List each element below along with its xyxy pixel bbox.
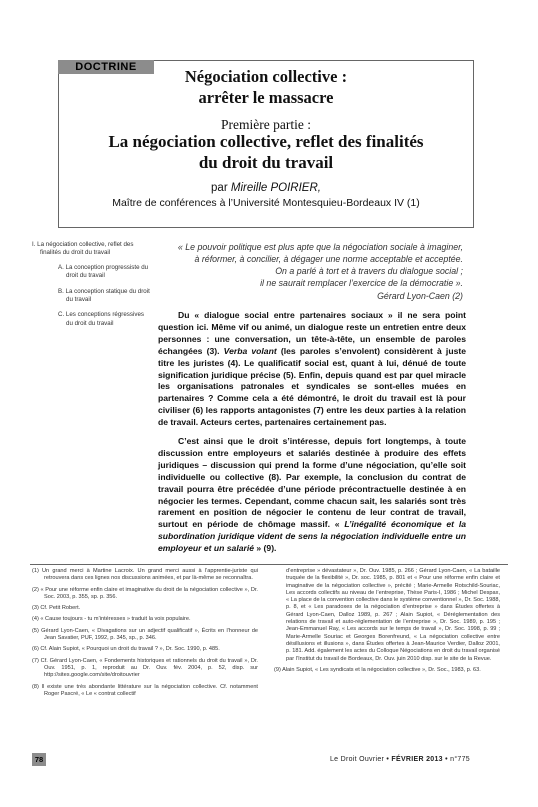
footnotes-right-column: [274, 568, 500, 678]
body-paragraph-2: [158, 436, 466, 555]
footnotes-left-column: [32, 568, 258, 702]
epigraph: [160, 241, 463, 302]
author-affiliation: Maître de conférences à l’Université Montesquieu-Bordeaux IV (1): [112, 197, 420, 209]
epigraph-line: il ne saurait remplacer l’exercice de la démocratie ».: [260, 278, 463, 288]
toc-item-b[interactable]: B. La conception statique du droit du travail: [58, 287, 150, 304]
section-tag: DOCTRINE: [58, 60, 154, 74]
footnote-divider: [30, 564, 508, 565]
footnote-7: (7) Cf. Gérard Lyon-Caen, « Fondements historiques et rationnels du droit du travail », Dr. Ouv. 1951, p. 1, reproduit au Dr. Ouv. fév. 2004, p. 52, disp. sur http://sites.google.com/site/droitouvrier: [32, 657, 258, 679]
epigraph-line: On a parlé à tort et à travers du dialogue social ;: [275, 266, 463, 276]
title-line-1: Négociation collective :: [184, 67, 348, 86]
article-title: [58, 66, 474, 108]
epigraph-line: à réformer, à concilier, à dégager une norme acceptable et acceptée.: [194, 254, 463, 264]
article-subtitle: [58, 131, 474, 173]
subtitle-line-2: du droit du travail: [198, 153, 334, 172]
footnote-9: (9) Alain Supiot, « Les syndicats et la négociation collective », Dr. Soc., 1983, p. 63.: [274, 666, 481, 673]
running-footer: [250, 754, 470, 765]
toc-subitems: [58, 264, 150, 328]
body-text: (les paroles s’envolent) considèrent à juste titre les juristes (4). Le qualificatif social est, quant à lui, dénué de toute signification juridique précise (5). Enfin, depuis quand est par quel miracle les organisations patronales et syndicales se sont-elles muées en partenaires ? Comme cela a été démontré, le droit du travail est là pour civiliser (6) les rapports antagonistes (7) entre les deux parties à la relation de travail. Acteurs certes, partenaires certainement pas.: [158, 345, 466, 428]
byline: [58, 181, 474, 195]
footnote-5: (5) Gérard Lyon-Caen, « Divagations sur un adjectif qualificatif », Écrits en l’honneur de Jean Savatier, PUF, 1992, p. 345, sp., p. 346.: [32, 627, 258, 642]
quotation: L’inégalité économique et la subordination juridique vident de sens la négociation individuelle entre un employeur et un salarié: [158, 519, 466, 554]
page-number: 78: [32, 753, 46, 766]
journal-name: Le Droit Ouvrier: [329, 756, 385, 763]
epigraph-source: Gérard Lyon-Caen (2): [377, 291, 463, 301]
latin-phrase: Verba volant: [223, 345, 277, 356]
author-name: Mireille POIRIER,: [230, 182, 321, 194]
footnote-6: (6) Cf. Alain Supiot, « Pourquoi un droit du travail ? », Dr. Soc. 1990, p. 485.: [32, 646, 220, 653]
footnote-3: (3) Cf. Petit Robert.: [32, 605, 81, 612]
issue-date: • FÉVRIER 2013 •: [386, 756, 448, 763]
body-paragraph-1: [158, 310, 466, 429]
issue-number: n°775: [450, 756, 470, 763]
footnote-8: (8) Il existe une très abondante littérature sur la négociation collective. Cf. notamment Roger Pascré, « Le « contrat collectif: [32, 683, 258, 697]
toc-item-a[interactable]: A. La conception progressiste du droit du travail: [58, 263, 149, 280]
subtitle-line-1: La négociation collective, reflet des finalités: [108, 132, 424, 151]
body-text: Du « dialogue social entre partenaires sociaux » il ne sera point question ici. Même vif ou animé, un dialogue reste un entretien entre deux personnes : une conversation, un tête-à-tête, un ensemble de paroles échangées (3).: [158, 310, 466, 356]
footnote-4: (4) « Cause toujours - tu m’intéresses » traduit la voix populaire.: [32, 616, 191, 623]
toc-item-c[interactable]: C. Les conceptions régressives du droit du travail: [58, 311, 144, 327]
title-line-2: arrêter le massacre: [198, 88, 334, 107]
part-label: Première partie :: [221, 117, 311, 132]
toc-heading[interactable]: I. La négociation collective, reflet des finalités du droit du travail: [32, 241, 134, 257]
epigraph-line: « Le pouvoir politique est plus apte que la négociation sociale à imaginer,: [177, 242, 463, 252]
footnote-1: (1) Un grand merci à Martine Lacroix. Un grand merci aussi à l’apprentie-juriste qui retrouvera dans ces lignes nos discussions animées, et par là-même se reconnaîtra.: [32, 568, 258, 582]
byline-prefix: par: [211, 182, 231, 194]
body-text: » (9).: [254, 543, 277, 554]
footnote-2: (2) « Pour une réforme enfin claire et imaginative du droit de la négociation collective », Dr. Soc. 2003, p. 355, sp. p. 356.: [32, 586, 258, 600]
footnote-8-continued: d’entreprise » dévastateur », Dr. Ouv. 1985, p. 266 ; Gérard Lyon-Caen, « La bataille truquée de la flexibilité », Dr. soc. 1985, p. 801 et « Pour une réforme enfin claire et imaginative de la négociation collective », précité ; Marie-Armelle Rotschild-Souriac, Les accords collectifs au niveau de l’entreprise, Thèse Paris-I, 1986 ; Michel Despax, « La place de la convention collective dans le système conventionnel », Dr. Soc. 1988, p. 8, et « Les paradoxes de la négociation d’entreprise » dans Études offertes à Gérard Lyon-Caen, Dalloz 1989, p. 267 ; Alain Supiot, « Déréglementation des relations de travail et auto-réglementation de l’entreprise », Dr. Soc. 1989, p. 195 ; Jean-Emmanuel Ray, « Les accords sur le temps de travail », Dr. Soc. 1998, p. 99 ; Marie-Armelle Souriac et Georges Borenfreund, « La négociation collective entre désillusions et illusions », dans Études offertes à Jean-Maurice Verdier, Dalloz 2001, p. 181. Add. également les actes du Colloque Négociations en droit du travail organisé par l’Institut du travail de Bordeaux, Dr. Ouv. juin 2010 disp. sur le site de la Revue.: [286, 568, 500, 662]
table-of-contents: [32, 241, 150, 335]
body-text: C’est ainsi que le droit s’intéresse, depuis fort longtemps, à toute discussion entre employeurs et salariés destinée à produire des effets juridiques – discussion qui prend la forme d’une négociation, qu’elle soit individuelle ou collective (8). Par exemple, la conclusion du contrat de travail pourra être précédée d’une période précontractuelle destinée à en négocier les termes. Cependant, comme chacun sait, les salariés sont très rarement en position de négocier le contenu de leur contrat de travail, surtout en période de chômage massif. «: [158, 436, 466, 530]
